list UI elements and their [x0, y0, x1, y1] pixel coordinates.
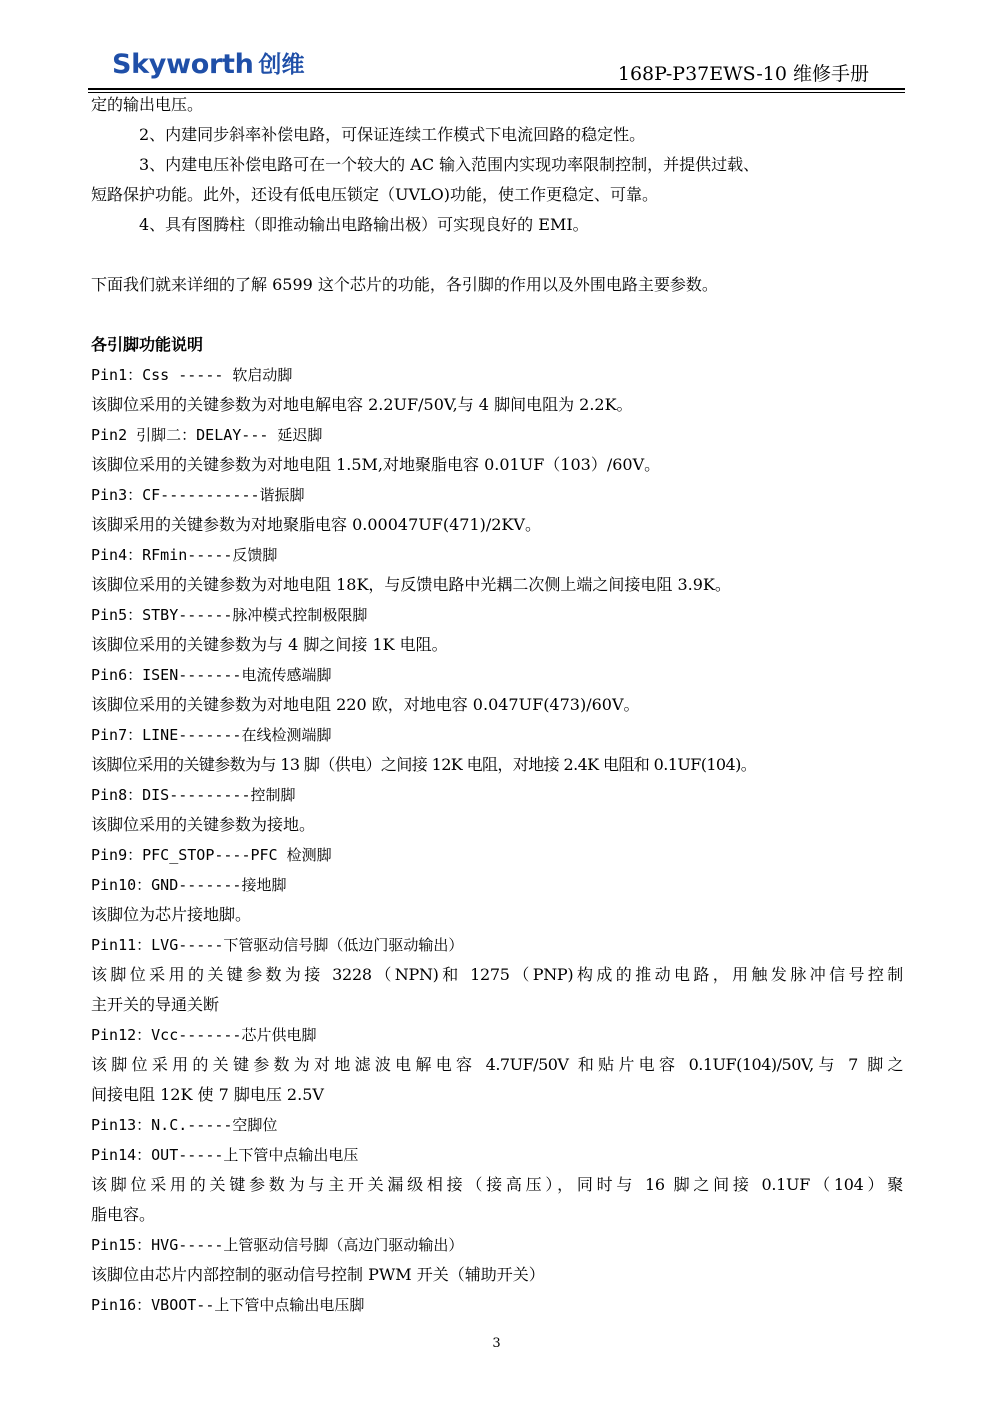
pin-description: 间接电阻 12K 使 7 脚电压 2.5V [91, 1085, 324, 1104]
text-line: 3、内建电压补偿电路可在一个较大的 AC 输入范围内实现功率限制控制，并提供过载、 [139, 155, 760, 174]
pin-description: 该脚位采用的关键参数为对地滤波电解电容 4.7UF/50V 和贴片电容 0.1UF(104)/50V,与 7 脚之 [91, 1055, 903, 1074]
pin-title: Pin7：LINE-------在线检测端脚 [91, 726, 332, 744]
pin-title: Pin13：N.C.-----空脚位 [91, 1116, 278, 1134]
page-number: 3 [492, 1336, 501, 1351]
blank-line [91, 240, 903, 270]
pin-description: 该脚位采用的关键参数为与 4 脚之间接 1K 电阻。 [91, 635, 448, 654]
pin-title: Pin3：CF-----------谐振脚 [91, 486, 305, 504]
text-line: 2、内建同步斜率补偿电路，可保证连续工作模式下电流回路的稳定性。 [139, 125, 646, 144]
pin-title: Pin1：Css ----- 软启动脚 [91, 366, 293, 384]
pin-description: 该脚采用的关键参数为对地聚脂电容 0.00047UF(471)/2KV。 [91, 515, 541, 534]
pin-title: Pin14：OUT-----上下管中点输出电压 [91, 1146, 359, 1164]
pin-title: Pin10：GND-------接地脚 [91, 876, 287, 894]
pin-title: Pin11：LVG-----下管驱动信号脚（低边门驱动输出） [91, 936, 464, 954]
pin-title: Pin9：PFC_STOP----PFC 检测脚 [91, 846, 332, 864]
pin-description: 该脚位采用的关键参数为与主开关漏级相接（接高压），同时与 16 脚之间接 0.1UF（104）聚 [91, 1175, 903, 1194]
pin-title: Pin12：Vcc-------芯片供电脚 [91, 1026, 317, 1044]
pin-description: 该脚位采用的关键参数为对地电阻 18K，与反馈电路中光耦二次侧上端之间接电阻 3.9K。 [91, 575, 731, 594]
document-body [91, 90, 903, 1320]
pin-description: 该脚位为芯片接地脚。 [91, 905, 252, 924]
text-line: 4、具有图腾柱（即推动输出电路输出极）可实现良好的 EMI。 [139, 215, 589, 234]
pin-description: 该脚位采用的关键参数为接 3228（NPN)和 1275（PNP)构成的推动电路，用触发脉冲信号控制 [91, 965, 903, 984]
pin-description: 该脚位由芯片内部控制的驱动信号控制 PWM 开关（辅助开关） [91, 1265, 545, 1284]
section-heading: 各引脚功能说明 [91, 335, 204, 354]
pin-title: Pin6：ISEN-------电流传感端脚 [91, 666, 332, 684]
pin-title: Pin8：DIS---------控制脚 [91, 786, 296, 804]
pin-description: 脂电容。 [91, 1205, 156, 1224]
blank-line [91, 300, 903, 330]
pin-description: 该脚位采用的关键参数为接地。 [91, 815, 316, 834]
logo-brand-text: Skyworth [112, 49, 254, 80]
pin-description: 该脚位采用的关键参数为与 13 脚（供电）之间接 12K 电阻，对地接 2.4K 电阻和 0.1UF(104)。 [91, 755, 757, 774]
pin-description: 该脚位采用的关键参数为对地电解电容 2.2UF/50V,与 4 脚间电阻为 2.2K。 [91, 395, 633, 414]
pin-title: Pin2 引脚二：DELAY--- 延迟脚 [91, 426, 323, 444]
pin-description: 该脚位采用的关键参数为对地电阻 1.5M,对地聚脂电容 0.01UF（103）/60V。 [91, 455, 661, 474]
manual-title: 168P-P37EWS-10 维修手册 [617, 63, 869, 85]
logo-brand-cn: 创维 [258, 52, 305, 78]
text-line: 下面我们就来详细的了解 6599 这个芯片的功能，各引脚的作用以及外围电路主要参数。 [91, 275, 718, 294]
pin-title: Pin5：STBY------脉冲模式控制极限脚 [91, 606, 368, 624]
text-line: 定的输出电压。 [91, 95, 204, 114]
text-line: 短路保护功能。此外，还设有低电压锁定（UVLO)功能，使工作更稳定、可靠。 [91, 185, 659, 204]
skyworth-logo [112, 46, 305, 80]
pin-title: Pin16：VBOOT--上下管中点输出电压脚 [91, 1296, 365, 1314]
pin-description: 该脚位采用的关键参数为对地电阻 220 欧，对地电容 0.047UF(473)/60V。 [91, 695, 640, 714]
pin-description: 主开关的导通关断 [91, 995, 220, 1014]
pin-title: Pin15：HVG-----上管驱动信号脚（高边门驱动输出） [91, 1236, 464, 1254]
pin-title: Pin4：RFmin-----反馈脚 [91, 546, 278, 564]
